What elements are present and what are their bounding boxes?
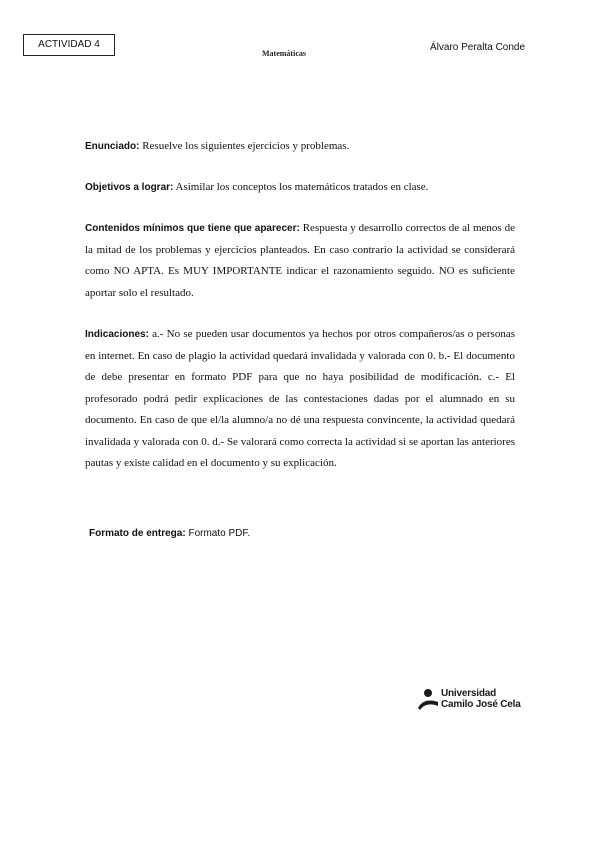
activity-label: ACTIVIDAD 4 (23, 34, 115, 56)
objetivos-label: Objetivos a lograr: (85, 182, 174, 193)
author-name: Álvaro Peralta Conde (430, 42, 526, 53)
formato-label: Formato de entrega: (89, 528, 186, 539)
logo-line-1: Universidad (441, 688, 497, 699)
subject-title: Matemáticas (262, 49, 306, 58)
formato-text: Formato PDF. (185, 528, 251, 539)
formato-paragraph (89, 528, 250, 539)
enunciado-text: Resuelve los siguientes ejercicios y problemas. (139, 140, 350, 152)
objetivos-text: Asimilar los conceptos los matemáticos tratados en clase. (173, 181, 429, 193)
indicaciones-paragraph (85, 324, 515, 475)
document-body (85, 136, 515, 495)
contenidos-text: Respuesta y desarrollo correctos de al menos de la mitad de los problemas y ejercicios planteados. En caso contrario la actividad se considerará como NO APTA. Es MUY IMPORTANTE indicar el razonamiento seguido. NO es suficiente aportar solo el resultado. (85, 222, 515, 299)
enunciado-paragraph (85, 136, 515, 157)
indicaciones-text: a.- No se pueden usar documentos ya hechos por otros compañeros/as o personas en internet. En caso de plagio la actividad quedará invalidada y valorada con 0. b.- El documento de debe presentar en formato PDF para que no haya posibilidad de modificación. c.- El profesorado podrá pedir explicaciones de las contestaciones dadas por el alumnado en su documento. En caso de que el/la alumno/a no dé una respuesta convincente, la actividad quedará invalidada y valorada con 0. d.- Se valorará como correcta la actividad si se aportan las anteriores pautas y existe calidad en el documento y su explicación. (85, 328, 515, 469)
university-logo (417, 688, 537, 712)
indicaciones-label: Indicaciones: (85, 329, 149, 340)
contenidos-paragraph (85, 218, 515, 304)
enunciado-label: Enunciado: (85, 141, 140, 152)
contenidos-label: Contenidos mínimos que tiene que aparecer: (85, 223, 300, 234)
logo-line-2: Camilo José Cela (441, 699, 521, 710)
objetivos-paragraph (85, 177, 515, 198)
ucjc-logo-icon (417, 688, 439, 712)
logo-wordmark (441, 688, 521, 710)
